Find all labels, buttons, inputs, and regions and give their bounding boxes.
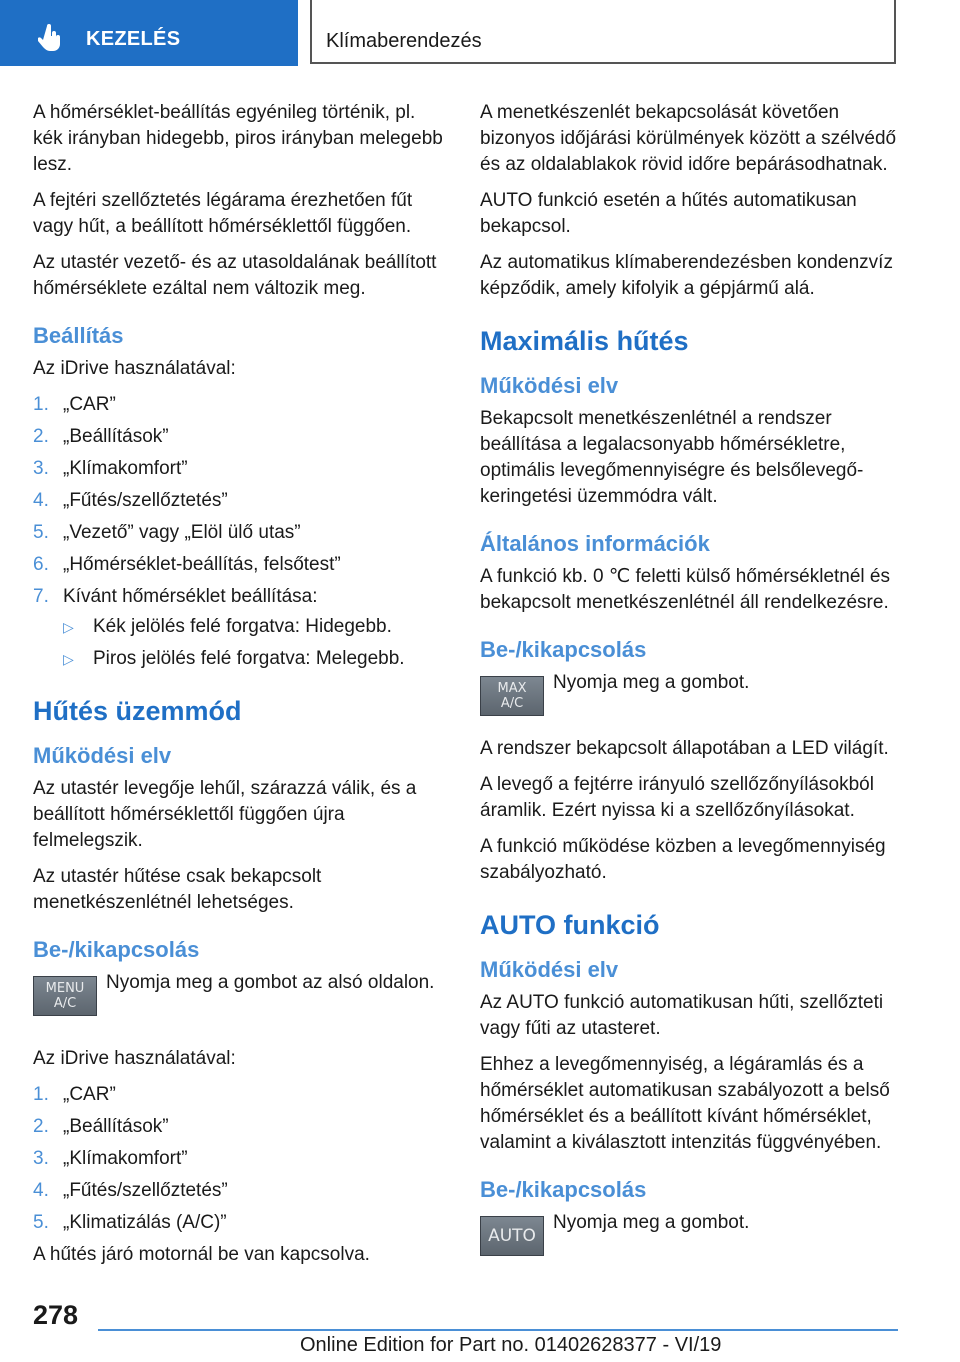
- paragraph: A fejtéri szellőztetés légárama érezhetően fűt vagy hűt, a beállított hőmérséklettől függően.: [33, 190, 413, 237]
- paragraph: A rendszer bekapcsolt állapotában a LED világít.: [480, 738, 889, 759]
- section-tab: [0, 0, 298, 66]
- paragraph: Nyomja meg a gombot az alsó oldalon.: [106, 972, 435, 993]
- list-item: 6. „Hőmérséklet-beállítás, felsőtest”: [33, 554, 341, 575]
- list-item: 7. Kívánt hőmérséklet beállítása: ▷ Kék jelölés felé forgatva: Hidegebb. ▷ Piros jelölés felé forgatva: Melegebb.: [33, 584, 443, 672]
- list-item: 2. „Beállítások”: [33, 1116, 169, 1137]
- paragraph: A funkció működése közben a levegőmennyiség szabályozható.: [480, 836, 886, 883]
- paragraph: Az iDrive használatával:: [33, 358, 236, 379]
- steps-list: [33, 392, 443, 672]
- chapter-tab: [310, 0, 896, 64]
- page-number: 278: [33, 1300, 79, 1330]
- chapter-title: Klímaberendezés: [326, 30, 482, 52]
- menu-ac-button-icon: MENU A/C: [33, 976, 97, 1016]
- heading-principle: Működési elv: [480, 373, 619, 398]
- page-footer: [0, 1292, 960, 1362]
- list-item: 1. „CAR”: [33, 1084, 116, 1105]
- paragraph: A levegő a fejtérre irányuló szellőzőnyílásokból áramlik. Ezért nyissa ki a szellőzőnyílásokat.: [480, 774, 874, 821]
- paragraph: AUTO funkció esetén a hűtés automatikusan bekapcsol.: [480, 190, 857, 237]
- paragraph: Az automatikus klímaberendezésben kondenzvíz képződik, amely kifolyik a gépjármű alá.: [480, 252, 893, 299]
- heading-auto: AUTO funkció: [480, 910, 660, 940]
- list-item: 3. „Klímakomfort”: [33, 1148, 188, 1169]
- page-header: [0, 0, 960, 66]
- paragraph: Ehhez a levegőmennyiség, a légáramlás és a hőmérséklet automatikusan szabályozott a belső hőmérséklet és a beállított kívánt hőmérséklet, valamint a kiválasztott intenzitás függvényében.: [480, 1054, 890, 1153]
- list-item: 3. „Klímakomfort”: [33, 458, 188, 479]
- steps-list: [33, 1082, 443, 1236]
- list-item: 4. „Fűtés/szellőztetés”: [33, 490, 228, 511]
- triangle-bullet-icon: ▷: [63, 619, 74, 635]
- auto-button-icon: AUTO: [480, 1216, 544, 1256]
- heading-principle: Működési elv: [480, 957, 619, 982]
- paragraph: Az iDrive használatával:: [33, 1048, 236, 1069]
- list-item: 4. „Fűtés/szellőztetés”: [33, 1180, 228, 1201]
- heading-principle: Működési elv: [33, 743, 172, 768]
- list-item: 1. „CAR”: [33, 394, 116, 415]
- button-instruction: [33, 970, 443, 1036]
- heading-general-info: Általános információk: [480, 531, 710, 556]
- sub-list-item: ▷ Piros jelölés felé forgatva: Melegebb.: [63, 646, 443, 672]
- heading-onoff: Be-/kikapcsolás: [480, 637, 647, 662]
- list-item: 2. „Beállítások”: [33, 426, 169, 447]
- heading-onoff: Be-/kikapcsolás: [480, 1177, 647, 1202]
- paragraph: A hűtés járó motornál be van kapcsolva.: [33, 1244, 370, 1265]
- paragraph: A funkció kb. 0 ℃ feletti külső hőmérsékletnél és bekapcsolt menetkészenlétnél áll rendelkezésre.: [480, 566, 890, 613]
- paragraph: A menetkészenlét bekapcsolását követően bizonyos időjárási körülmények között a szélvédő és az oldalablakok rövid időre bepárásodhatnak.: [480, 102, 897, 175]
- paragraph: Az utastér hűtése csak bekapcsolt menetkészenlétnél lehetséges.: [33, 866, 322, 913]
- left-column: [33, 100, 443, 1278]
- sub-list-item: ▷ Kék jelölés felé forgatva: Hidegebb.: [63, 614, 443, 640]
- sub-list: [63, 614, 443, 672]
- paragraph: Nyomja meg a gombot.: [553, 1212, 750, 1233]
- button-instruction: [480, 1210, 898, 1276]
- button-instruction: [480, 670, 898, 736]
- paragraph: Bekapcsolt menetkészenlétnél a rendszer beállítása a legalacsonyabb hőmérsékletre, optimális levegőmennyiségre és belsőlevegő-keringetési üzemmódra vált.: [480, 408, 864, 507]
- paragraph: Az AUTO funkció automatikusan hűti, szellőzteti vagy fűti az utasteret.: [480, 992, 884, 1039]
- list-item: 5. „Vezető” vagy „Elöl ülő utas”: [33, 522, 301, 543]
- right-column: [480, 100, 898, 1286]
- heading-cooling: Hűtés üzemmód: [33, 696, 242, 726]
- heading-beallitas: Beállítás: [33, 323, 124, 348]
- hand-pointer-icon: [38, 24, 64, 52]
- paragraph: Nyomja meg a gombot.: [553, 672, 750, 693]
- max-ac-button-icon: MAX A/C: [480, 676, 544, 716]
- list-item: 5. „Klimatizálás (A/C)”: [33, 1212, 227, 1233]
- paragraph: Az utastér vezető- és az utasoldalának beállított hőmérséklete ezáltal nem változik meg.: [33, 252, 437, 299]
- heading-max-cooling: Maximális hűtés: [480, 326, 689, 356]
- chapter-tab-divider: [310, 0, 312, 64]
- paragraph: A hőmérséklet-beállítás egyénileg történik, pl. kék irányban hidegebb, piros irányban melegebb lesz.: [33, 102, 443, 175]
- edition-text: Online Edition for Part no. 01402628377 - VI/19: [300, 1334, 722, 1356]
- section-label: KEZELÉS: [86, 28, 181, 50]
- triangle-bullet-icon: ▷: [63, 651, 74, 667]
- footer-divider: [98, 1329, 898, 1331]
- paragraph: Az utastér levegője lehűl, szárazzá válik, és a beállított hőmérséklettől függően újra felmelegszik.: [33, 778, 417, 851]
- heading-onoff: Be-/kikapcsolás: [33, 937, 200, 962]
